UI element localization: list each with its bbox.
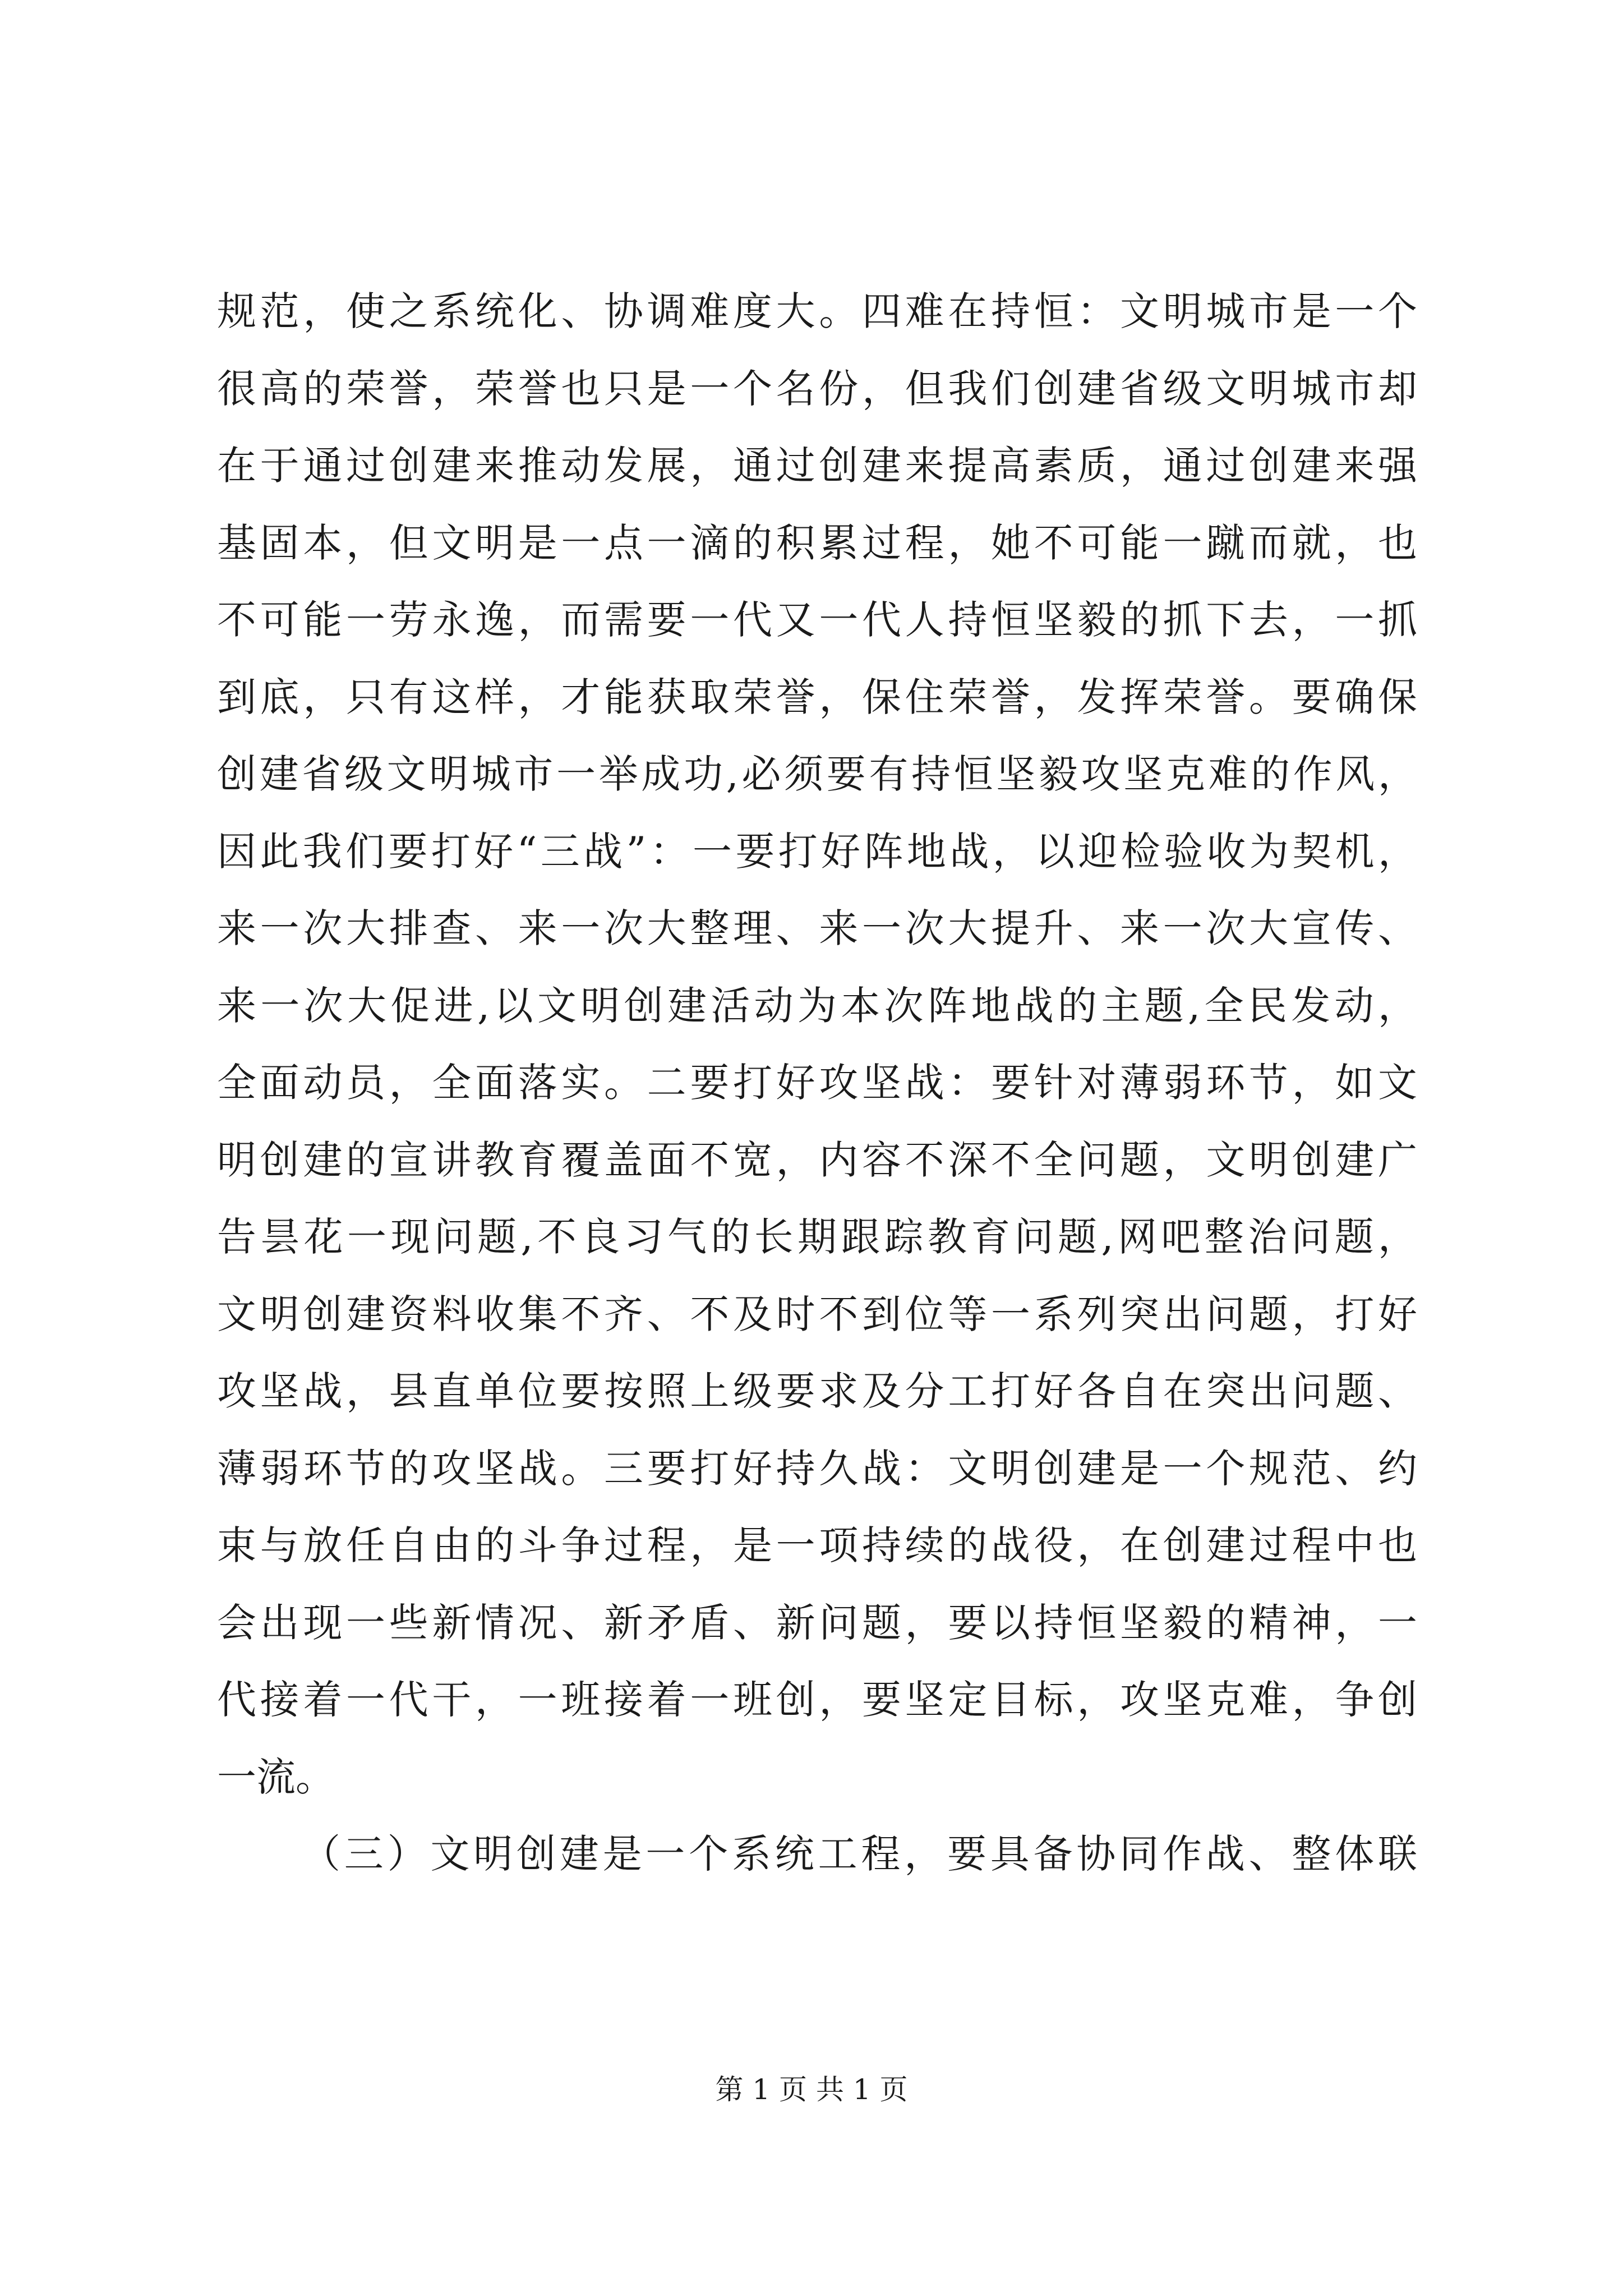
text-line: 因此我们要打好“三战”：一要打好阵地战，以迎检验收为契机， <box>217 829 1417 875</box>
text-line: 在于通过创建来推动发展，通过创建来提高素质，通过创建来强 <box>217 443 1417 489</box>
text-line: 来一次大促进,以文明创建活动为本次阵地战的主题,全民发动， <box>217 983 1417 1029</box>
text-line: 全面动员，全面落实。二要打好攻坚战：要针对薄弱环节，如文 <box>217 1060 1417 1106</box>
text-line: 到底，只有这样，才能获取荣誉，保住荣誉，发挥荣誉。要确保 <box>217 674 1417 720</box>
text-line: 告昙花一现问题,不良习气的长期跟踪教育问题,网吧整治问题， <box>217 1214 1417 1260</box>
text-line: 不可能一劳永逸，而需要一代又一代人持恒坚毅的抓下去，一抓 <box>217 597 1417 643</box>
text-line: 基固本，但文明是一点一滴的积累过程，她不可能一蹴而就，也 <box>217 520 1417 566</box>
text-line: 明创建的宣讲教育覆盖面不宽，内容不深不全问题，文明创建广 <box>217 1137 1417 1183</box>
text-line: 来一次大排查、来一次大整理、来一次大提升、来一次大宣传、 <box>217 905 1417 951</box>
text-line: 会出现一些新情况、新矛盾、新问题，要以持恒坚毅的精神，一 <box>217 1600 1417 1646</box>
text-line: 很高的荣誉，荣誉也只是一个名份，但我们创建省级文明城市却 <box>217 366 1417 412</box>
text-line: 薄弱环节的攻坚战。三要打好持久战：文明创建是一个规范、约 <box>217 1446 1417 1492</box>
page-footer: 第 1 页 共 1 页 <box>715 2073 908 2106</box>
text-line: （三）文明创建是一个系统工程，要具备协同作战、整体联 <box>301 1831 1417 1877</box>
text-line: 文明创建资料收集不齐、不及时不到位等一系列突出问题，打好 <box>217 1291 1417 1337</box>
text-line: 一流。 <box>217 1754 335 1800</box>
text-line: 束与放任自由的斗争过程，是一项持续的战役，在创建过程中也 <box>217 1522 1417 1568</box>
text-line: 规范，使之系统化、协调难度大。四难在持恒：文明城市是一个 <box>217 288 1417 334</box>
text-line: 创建省级文明城市一举成功,必须要有持恒坚毅攻坚克难的作风， <box>217 751 1417 797</box>
text-line: 代接着一代干，一班接着一班创，要坚定目标，攻坚克难，争创 <box>217 1677 1417 1723</box>
text-line: 攻坚战，县直单位要按照上级要求及分工打好各自在突出问题、 <box>217 1368 1417 1414</box>
